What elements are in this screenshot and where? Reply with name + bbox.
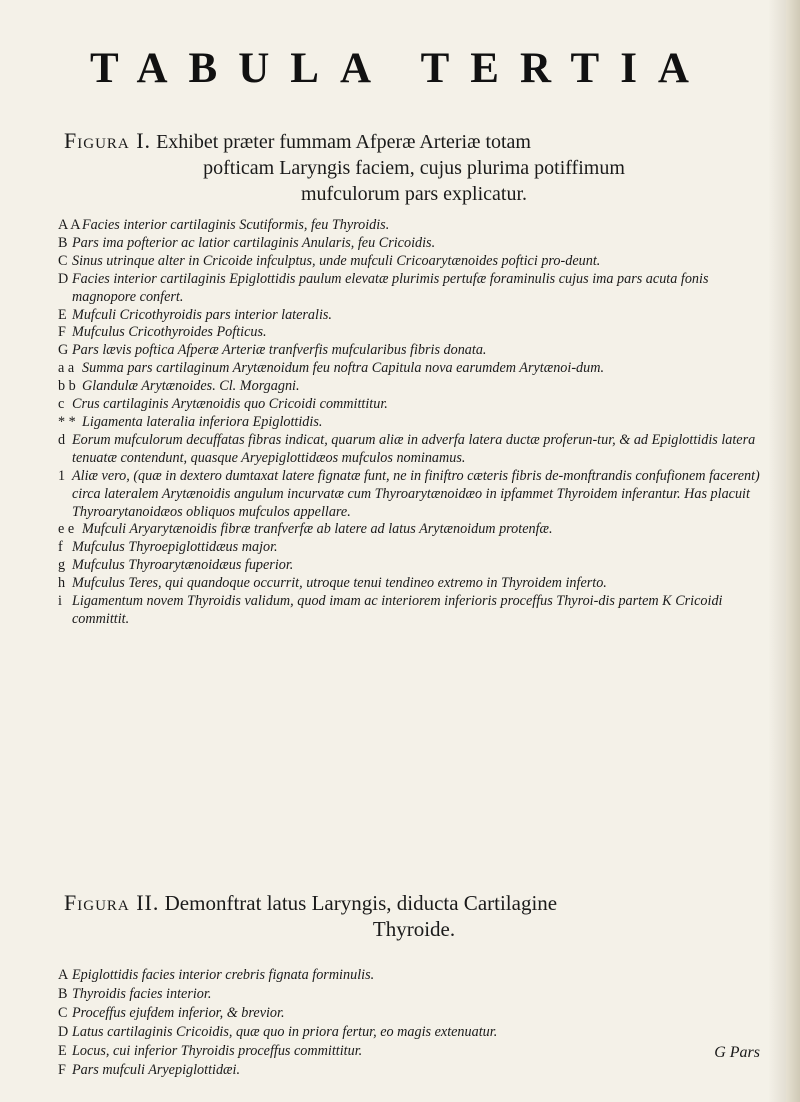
legend-key: D bbox=[58, 1024, 69, 1040]
legend-entry bbox=[58, 1004, 773, 1023]
legend-key: E bbox=[58, 1043, 67, 1059]
legend-key: G bbox=[58, 342, 69, 359]
legend-entry bbox=[58, 966, 773, 985]
legend-text: Mufculi Aryarytænoidis fibræ tranfverfæ ab latere ad latus Arytænoidum protenfæ. bbox=[82, 521, 553, 538]
legend-text: Facies interior cartilaginis Scutiformis, feu Thyroidis. bbox=[82, 217, 390, 233]
legend-key: A bbox=[58, 967, 69, 983]
legend-text: Thyroidis facies interior. bbox=[72, 986, 212, 1002]
legend-key: B bbox=[58, 986, 68, 1002]
figure-2-legend bbox=[58, 966, 773, 1080]
legend-text: Facies interior cartilaginis Epiglottidis paulum elevatæ plurimis pertufæ foraminulis cujus ima pars acuta fonis magnopore confert. bbox=[72, 270, 709, 305]
figure-2-label: Figura II. bbox=[64, 890, 160, 915]
legend-key: A A bbox=[58, 217, 81, 233]
legend-key: e e bbox=[58, 521, 75, 538]
legend-entry bbox=[58, 468, 773, 522]
figure-1-legend bbox=[58, 217, 773, 629]
legend-key: F bbox=[58, 324, 66, 341]
legend-text: Ligamenta lateralia inferiora Epiglottidis. bbox=[82, 413, 323, 430]
legend-key: C bbox=[58, 252, 68, 269]
legend-text: Locus, cui inferior Thyroidis proceffus committitur. bbox=[72, 1043, 363, 1059]
legend-entry bbox=[58, 271, 773, 307]
legend-entry bbox=[58, 253, 773, 271]
legend-key: 1 bbox=[58, 467, 66, 484]
legend-text: Pars ima pofterior ac latior cartilaginis Anularis, feu Cricoidis. bbox=[72, 234, 436, 251]
legend-key: d bbox=[58, 431, 66, 448]
legend-text: Summa pars cartilaginum Arytænoidum feu noftra Capitula nova earumdem Arytænoi-dum. bbox=[82, 360, 605, 377]
figure-2-text-line2: Thyroide. bbox=[372, 917, 456, 941]
legend-text: Proceffus ejufdem inferior, & brevior. bbox=[72, 1005, 285, 1021]
legend-text: Eorum mufculorum decuffatas fibras indicat, quarum aliæ in adverfa latera ductæ proferun-tur, & ad Epiglottidis latera tenuatæ contendunt, quasque Aryepiglottidæos mufculos nominamus. bbox=[72, 431, 756, 466]
legend-key: C bbox=[58, 1005, 68, 1021]
legend-key: B bbox=[58, 234, 68, 251]
legend-key: b b bbox=[58, 378, 76, 395]
legend-entry bbox=[58, 985, 773, 1004]
legend-text: Mufculus Thyroarytænoidæus fuperior. bbox=[72, 557, 294, 574]
legend-entry bbox=[58, 521, 773, 539]
legend-key: h bbox=[58, 575, 66, 592]
legend-text: Glandulæ Arytænoides. Cl. Morgagni. bbox=[82, 378, 300, 395]
catchword: G Pars bbox=[714, 1044, 760, 1061]
legend-key: F bbox=[58, 1062, 66, 1078]
legend-entry bbox=[58, 1042, 773, 1061]
figure-2-text-line1: Demonftrat latus Laryngis, diducta Cartilagine bbox=[164, 891, 558, 915]
legend-key: g bbox=[58, 557, 66, 574]
legend-text: Pars mufculi Aryepiglottidæi. bbox=[72, 1062, 241, 1078]
legend-text: Sinus utrinque alter in Cricoide infculptus, unde mufculi Cricoarytænoides poftici pro-deunt. bbox=[72, 252, 601, 269]
legend-entry bbox=[58, 539, 773, 557]
legend-text: Crus cartilaginis Arytænoidis quo Cricoidi committitur. bbox=[72, 396, 388, 413]
figure-1-text-line3: mufculorum pars explicatur. bbox=[300, 183, 528, 205]
legend-entry bbox=[58, 1061, 773, 1080]
legend-entry bbox=[58, 432, 773, 468]
legend-key: * * bbox=[58, 413, 76, 430]
legend-entry bbox=[58, 396, 773, 414]
page-title: TABULA TERTIA bbox=[90, 45, 710, 92]
figure-2-heading bbox=[64, 890, 764, 942]
legend-entry bbox=[58, 575, 773, 593]
legend-entry bbox=[58, 414, 773, 432]
legend-text: Epiglottidis facies interior crebris fignata forminulis. bbox=[72, 967, 375, 983]
legend-key: a a bbox=[58, 360, 75, 377]
legend-entry bbox=[58, 1023, 773, 1042]
figure-1-text-line1: Exhibet præter fummam Afperæ Arteriæ totam bbox=[156, 131, 531, 153]
legend-entry bbox=[58, 342, 773, 360]
legend-key: E bbox=[58, 306, 67, 323]
legend-entry bbox=[58, 307, 773, 325]
legend-key: i bbox=[58, 593, 62, 610]
legend-text: Aliæ vero, (quæ in dextero dumtaxat latere fignatæ funt, ne in finiftro cæteris fibris de-monftrandis confufionem facerent) circa lateralem Arytænoidis angulum incurvatæ cum Thyroarytænoidæo in ipfammet Thyroidem inferantur. Has placuit Thyroarytanoidæos obliquos mufculos appellare. bbox=[72, 467, 760, 520]
legend-entry bbox=[58, 557, 773, 575]
legend-entry bbox=[58, 593, 773, 629]
figure-1-heading bbox=[64, 128, 764, 207]
legend-text: Ligamentum novem Thyroidis validum, quod imam ac interiorem inferioris proceffus Thyroi-dis partem K Cricoidi committit. bbox=[72, 593, 723, 627]
legend-text: Mufculus Cricothyroides Pofticus. bbox=[72, 324, 267, 341]
legend-key: D bbox=[58, 270, 69, 287]
legend-key: c bbox=[58, 396, 65, 413]
legend-entry bbox=[58, 324, 773, 342]
legend-key: f bbox=[58, 539, 63, 556]
legend-text: Mufculus Teres, qui quandoque occurrit, utroque tenui tendineo extremo in Thyroidem inferto. bbox=[72, 575, 607, 592]
legend-text: Pars lævis poftica Afperæ Arteriæ tranfverfis mufcularibus fibris donata. bbox=[72, 342, 487, 359]
legend-text: Mufculus Thyroepiglottidæus major. bbox=[72, 539, 278, 556]
legend-entry bbox=[58, 378, 773, 396]
legend-entry bbox=[58, 360, 773, 378]
legend-text: Latus cartilaginis Cricoidis, quæ quo in priora fertur, eo magis extenuatur. bbox=[72, 1024, 498, 1040]
legend-entry bbox=[58, 217, 773, 235]
figure-1-label: Figura I. bbox=[64, 128, 152, 153]
page-edge bbox=[786, 0, 800, 1102]
figure-1-text-line2: pofticam Laryngis faciem, cujus plurima potiffimum bbox=[203, 157, 625, 179]
legend-entry bbox=[58, 235, 773, 253]
legend-text: Mufculi Cricothyroidis pars interior lateralis. bbox=[72, 306, 332, 323]
